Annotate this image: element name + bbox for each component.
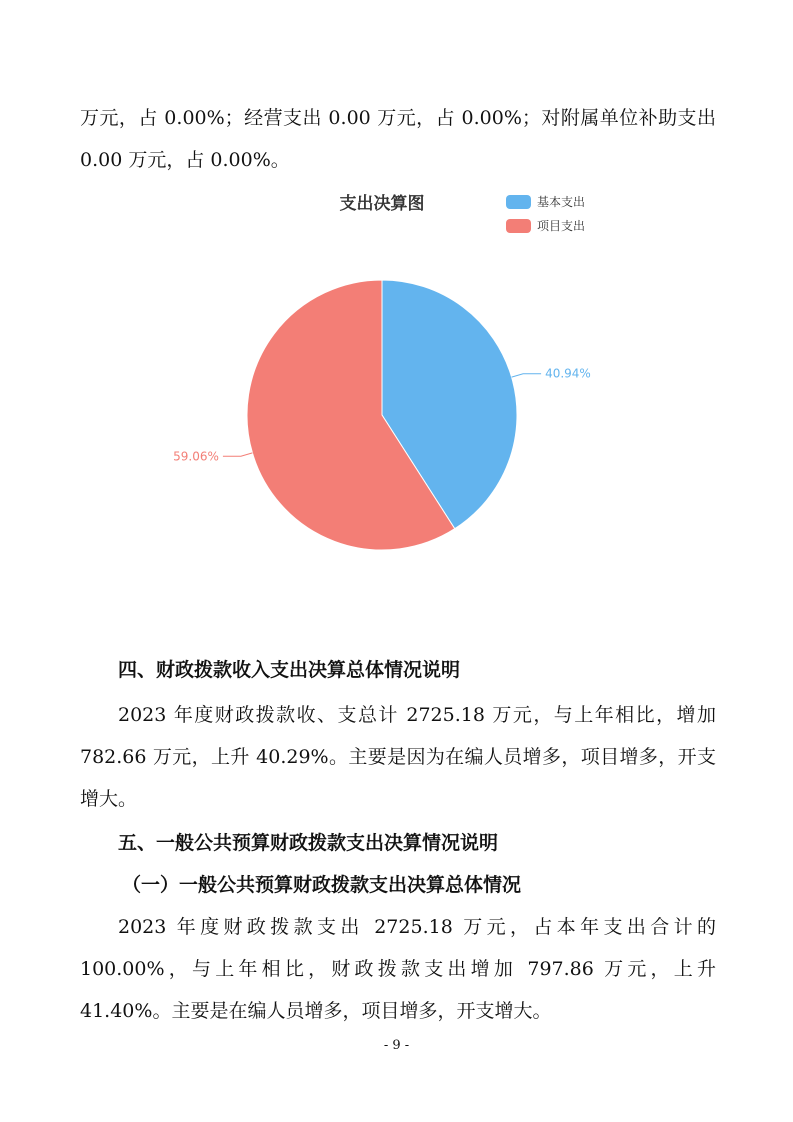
chart-legend xyxy=(506,194,585,233)
legend-swatch-0 xyxy=(506,195,531,209)
section4-heading: 四、财政拨款收入支出决算总体情况说明 xyxy=(118,659,461,681)
slice-label-1: 59.06% xyxy=(173,449,219,464)
section5-heading: 五、一般公共预算财政拨款支出决算情况说明 xyxy=(118,832,499,854)
pie-slices xyxy=(247,280,517,550)
slice-label-0: 40.94% xyxy=(545,366,591,381)
leader-line-1 xyxy=(223,453,253,456)
page-number: - 9 - xyxy=(383,1038,410,1053)
intro-paragraph: 万元，占 0.00%；经营支出 0.00 万元，占 0.00%；对附属单位补助支出 0.00 万元，占 0.00%。 xyxy=(80,107,716,171)
pie-chart-svg xyxy=(170,180,620,570)
leader-line-0 xyxy=(512,374,542,377)
section5-1-heading: （一）一般公共预算财政拨款支出决算总体情况 xyxy=(122,874,522,896)
legend-label-1: 项目支出 xyxy=(537,219,586,233)
section4-paragraph: 2023 年度财政拨款收、支总计 2725.18 万元，与上年相比，增加 782.66 万元，上升 40.29%。主要是因为在编人员增多，项目增多，开支增大。 xyxy=(80,704,716,810)
section5-1-paragraph: 2023 年度财政拨款支出 2725.18 万元，占本年支出合计的 100.00%，与上年相比，财政拨款支出增加 797.86 万元，上升 41.40%。主要是在编人员增多，项目增多，开支增大。 xyxy=(80,916,716,1022)
chart-title: 支出决算图 xyxy=(339,194,425,214)
expenditure-pie-chart xyxy=(170,180,620,570)
legend-swatch-1 xyxy=(506,219,531,233)
legend-label-0: 基本支出 xyxy=(537,195,586,209)
